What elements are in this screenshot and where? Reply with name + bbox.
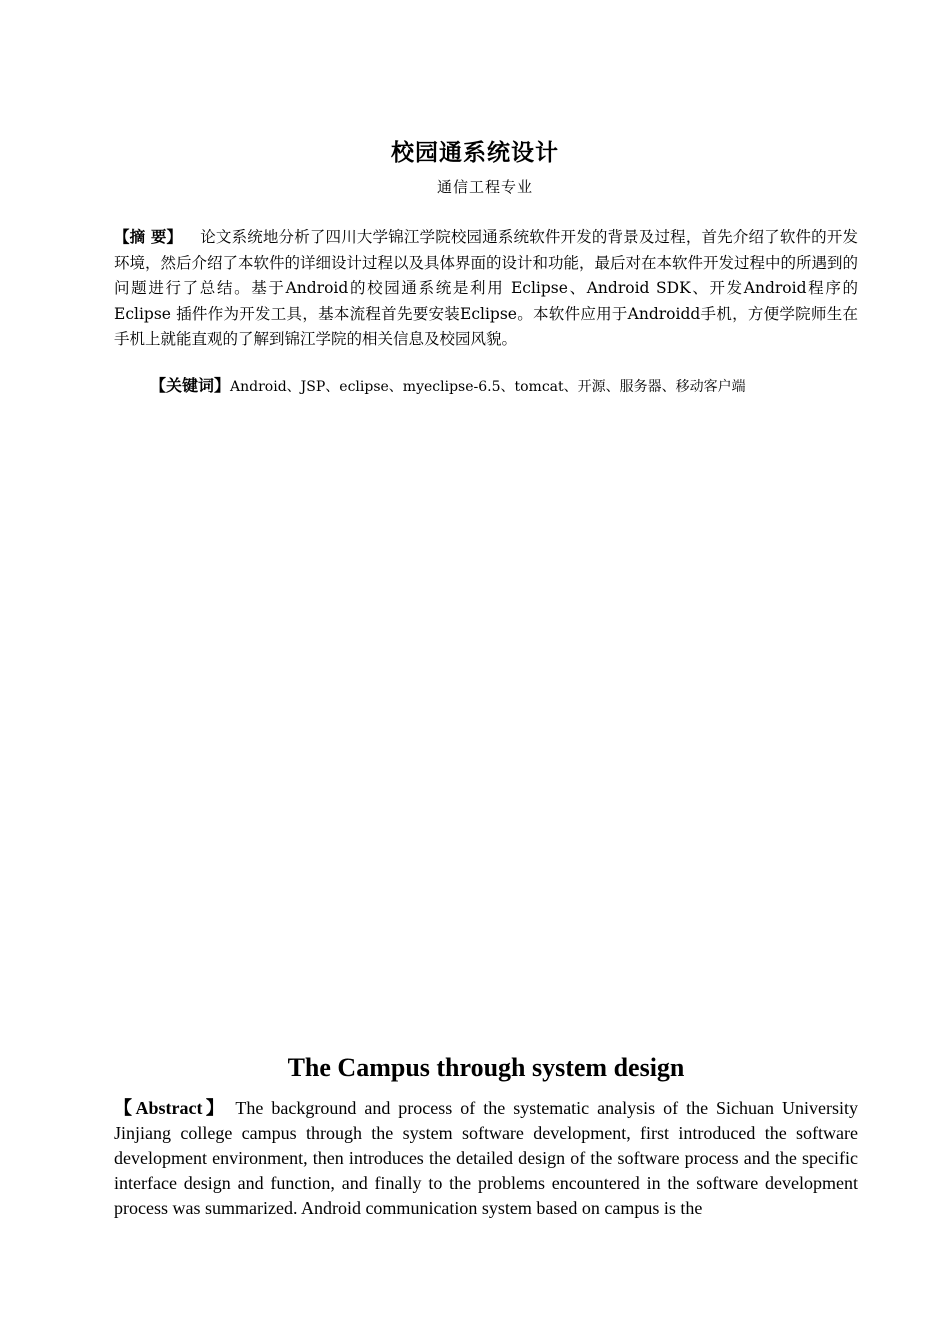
chinese-keywords <box>150 374 870 399</box>
chinese-title: 校园通系统设计 <box>391 140 559 166</box>
chinese-abstract <box>114 225 858 353</box>
chinese-abstract-label: 【摘 要】 <box>114 228 183 246</box>
chinese-subtitle: 通信工程专业 <box>436 178 533 196</box>
english-abstract-text: The background and process of the systematic analysis of the Sichuan University Jinjiang college campus through the system software development, first introduced the software development environment, then introduces the detailed design of the software process and the specific interface design and function, and finally to the problems encountered in the software development process was summarized. Android communication system based on campus is the <box>114 1098 859 1218</box>
english-abstract-label: 【Abstract】 <box>114 1098 228 1118</box>
chinese-keywords-text: Android、JSP、eclipse、myeclipse-6.5、tomcat、开源、服务器、移动客户端 <box>230 379 746 395</box>
chinese-keywords-label: 【关键词】 <box>150 376 231 395</box>
english-title: The Campus through system design <box>287 1053 685 1082</box>
english-abstract <box>114 1096 858 1221</box>
chinese-abstract-text: 论文系统地分析了四川大学锦江学院校园通系统软件开发的背景及过程，首先介绍了软件的开发环境，然后介绍了本软件的详细设计过程以及具体界面的设计和功能，最后对在本软件开发过程中的所遇到的问题进行了总结。基于Android的校园通系统是利用 Eclipse、Android SDK、开发Android程序的Eclipse 插件作为开发工具，基本流程首先要安装Eclipse。本软件应用于Androidd手机，方便学院师生在手机上就能直观的了解到锦江学院的相关信息及校园风貌。 <box>114 228 859 348</box>
